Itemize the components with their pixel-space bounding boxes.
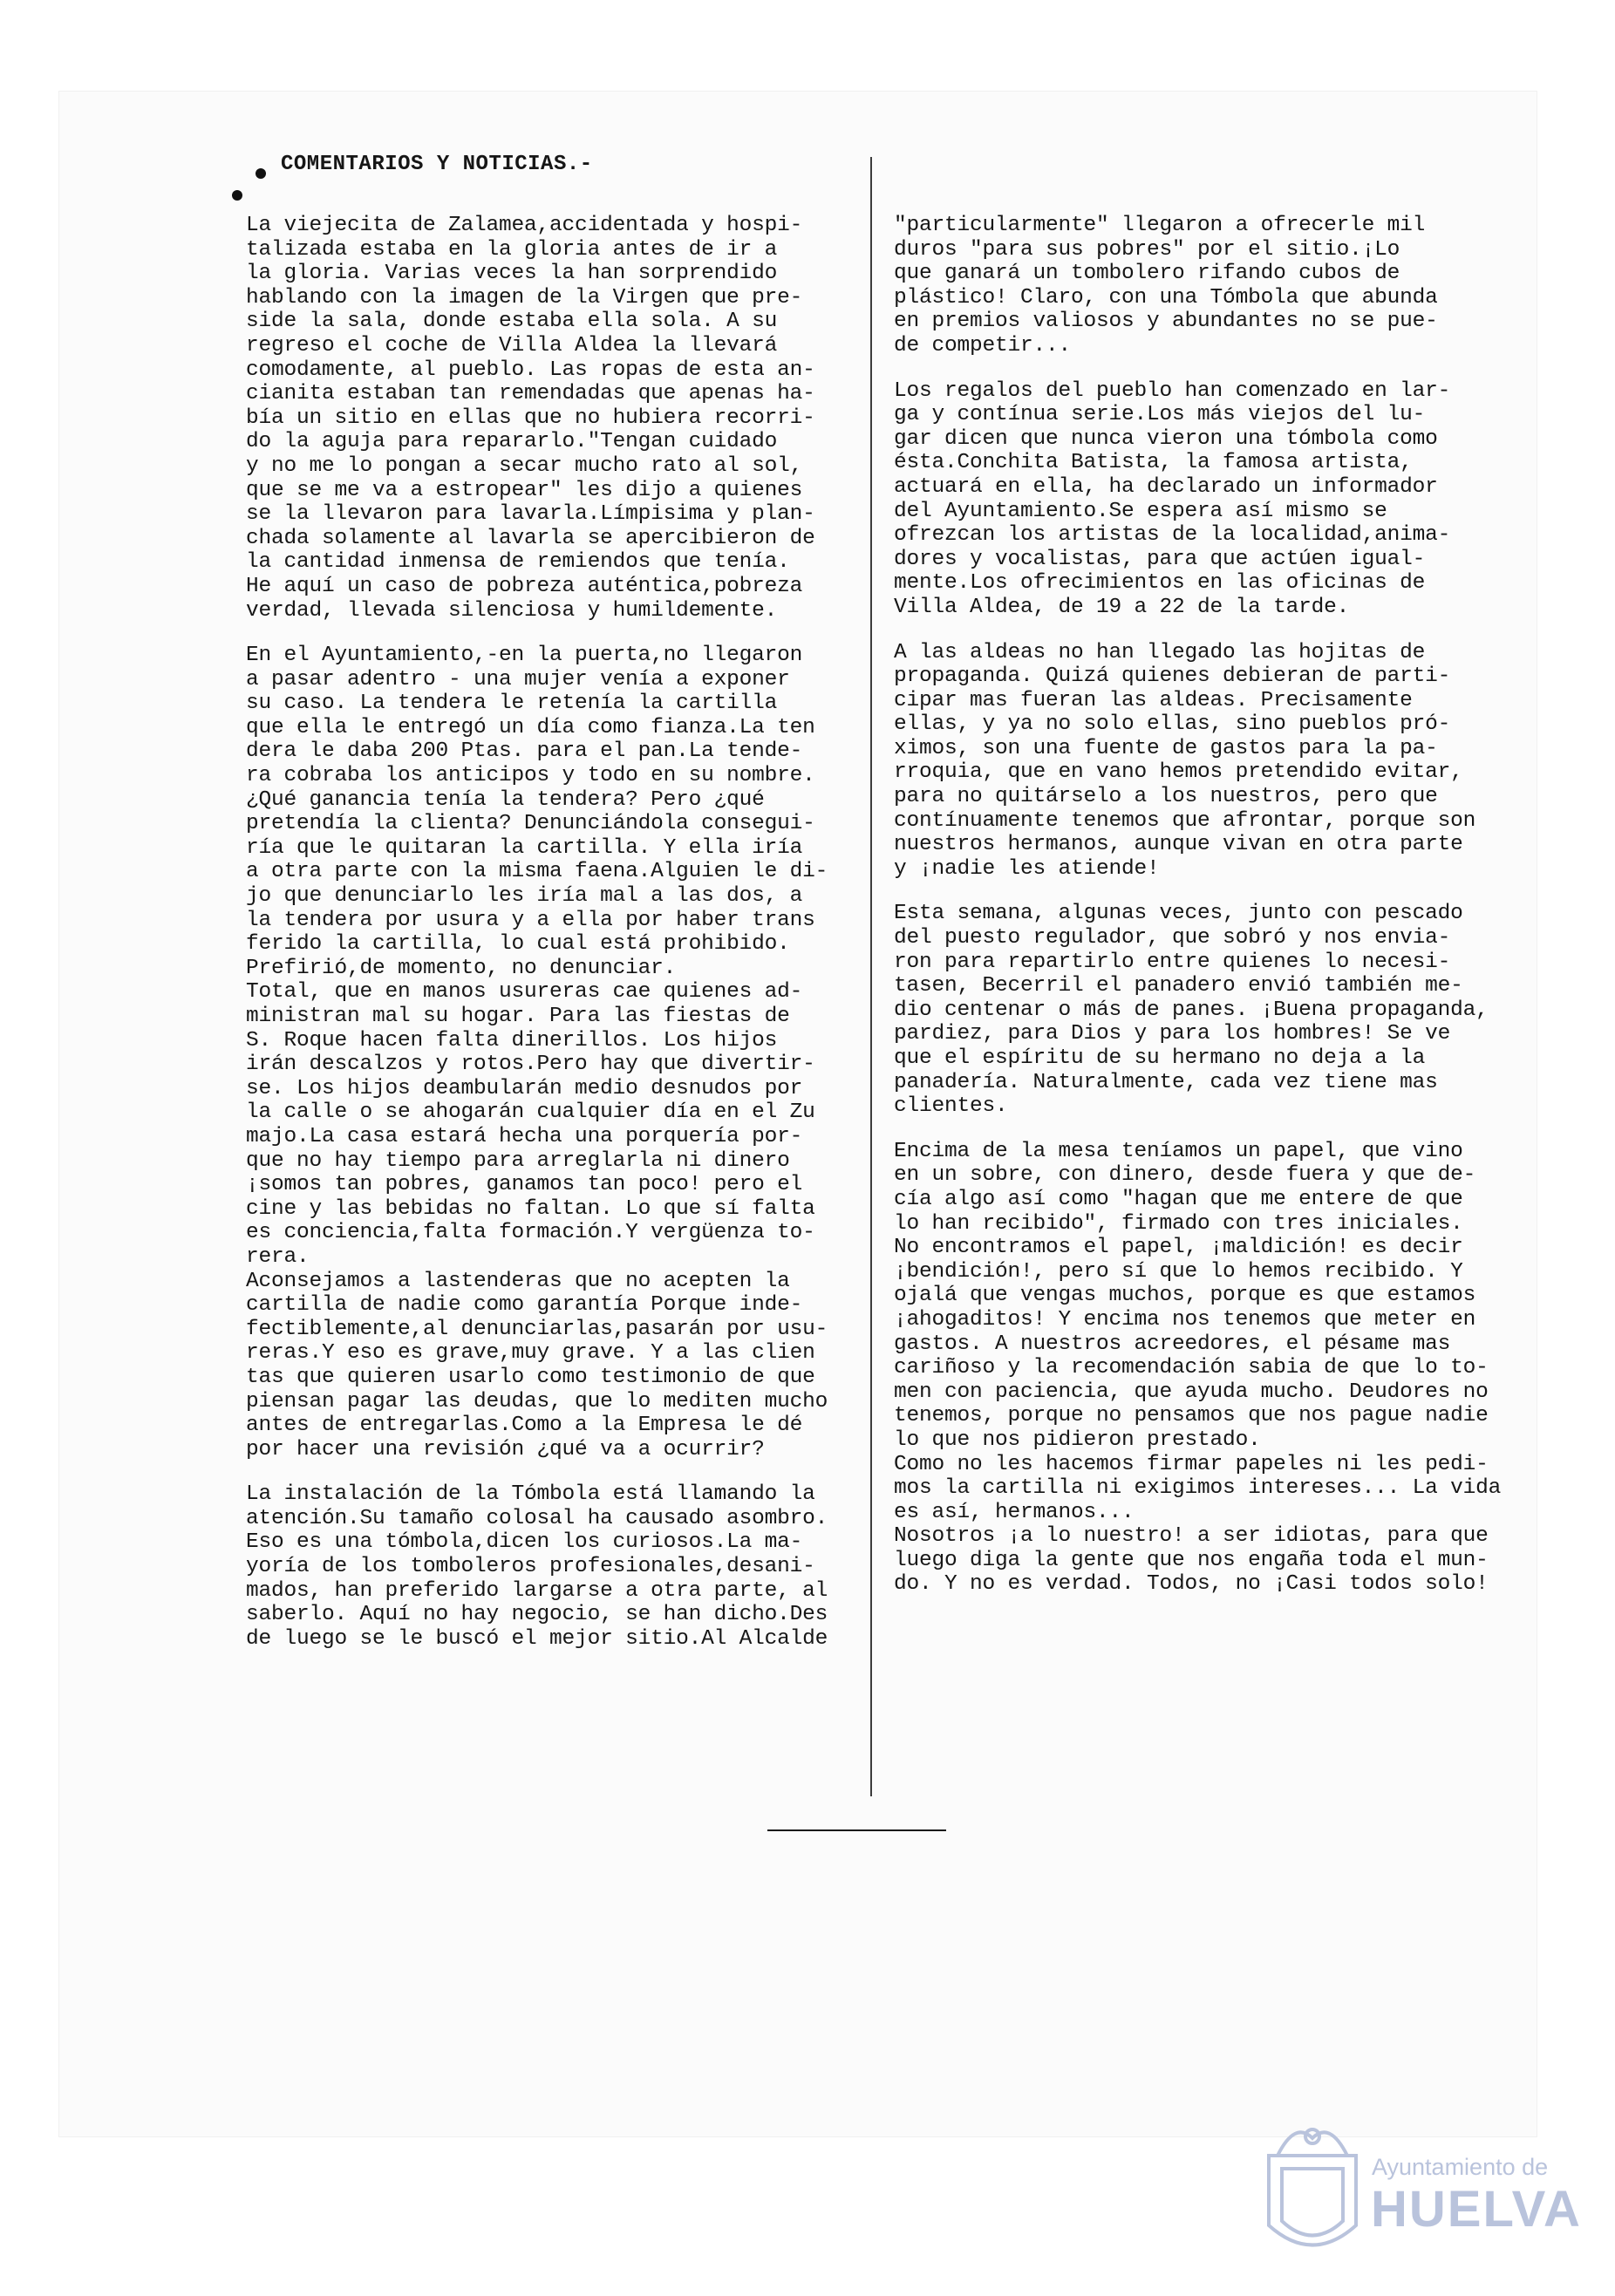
paragraph xyxy=(894,641,1504,882)
text-line: irán descalzos y rotos.Pero hay que divertir- xyxy=(246,1053,815,1077)
text-line: yoría de los tomboleros profesionales,desani- xyxy=(246,1555,815,1579)
text-line: saberlo. Aquí no hay negocio, se han dicho.Des xyxy=(246,1603,828,1627)
text-line: a pasar adentro - una mujer venía a exponer xyxy=(246,667,790,692)
text-line: la cantidad inmensa de remiendos que tenía. xyxy=(246,550,790,575)
text-line: cía algo así como "hagan que me entere de que xyxy=(894,1187,1463,1211)
text-line: regreso el coche de Villa Aldea la llevará xyxy=(246,333,778,358)
text-line: hablando con la imagen de la Virgen que pre- xyxy=(246,285,803,310)
text-line: A las aldeas no han llegado las hojitas de xyxy=(894,640,1426,664)
text-line: fectiblemente,al denunciarlas,pasarán por usu- xyxy=(246,1317,828,1341)
text-line: gastos. A nuestros acreedores, el pésame mas xyxy=(894,1332,1451,1356)
text-line: do la aguja para repararlo."Tengan cuidado xyxy=(246,430,778,454)
text-line: nuestros hermanos, aunque vivan en otra parte xyxy=(894,833,1463,857)
text-line: pretendía la clienta? Denunciándola consegui- xyxy=(246,812,815,836)
bullet-mark xyxy=(232,190,242,201)
text-line: No encontramos el papel, ¡maldición! es decir xyxy=(894,1236,1463,1260)
text-line: tenemos, porque no pensamos que nos pague nadie xyxy=(894,1404,1489,1428)
text-line: La viejecita de Zalamea,accidentada y hospi- xyxy=(246,214,803,237)
text-line: contínuamente tenemos que afrontar, porque son xyxy=(894,808,1476,833)
text-line: de luego se le buscó el mejor sitio.Al Alcalde xyxy=(246,1626,828,1651)
paragraph xyxy=(894,902,1504,1118)
left-column xyxy=(246,214,856,1651)
text-line: para no quitárselo a los nuestros, pero que xyxy=(894,785,1438,809)
text-line: a otra parte con la misma faena.Alguien le di- xyxy=(246,860,828,884)
text-line: clientes. xyxy=(894,1094,1008,1119)
text-line: tas que quieren usarlo como testimonio de que xyxy=(246,1365,815,1389)
text-line: la calle o se ahogarán cualquier día en el Zu xyxy=(246,1100,815,1125)
text-line: tasen, Becerril el panadero envió también me- xyxy=(894,974,1463,998)
paragraph xyxy=(246,214,856,623)
watermark-line-1: Ayuntamiento de xyxy=(1372,2154,1549,2180)
text-line: y no me lo pongan a secar mucho rato al sol, xyxy=(246,453,803,478)
text-line: plástico! Claro, con una Tómbola que abunda xyxy=(894,285,1438,310)
text-line: es así, hermanos... xyxy=(894,1500,1135,1524)
text-line: Total, que en manos usureras cae quienes ad- xyxy=(246,980,803,1005)
text-line: dores y vocalistas, para que actúen igual- xyxy=(894,547,1426,571)
text-line: atención.Su tamaño colosal ha causado asombro. xyxy=(246,1506,828,1530)
text-line: Esta semana, algunas veces, junto con pescado xyxy=(894,902,1463,926)
text-line: la gloria. Varias veces la han sorprendido xyxy=(246,262,778,286)
text-line: Prefirió,de momento, no denunciar. xyxy=(246,956,677,980)
text-line: cartilla de nadie como garantía Porque inde- xyxy=(246,1293,803,1318)
text-line: luego diga la gente que nos engaña toda el mun- xyxy=(894,1548,1489,1572)
text-line: Los regalos del pueblo han comenzado en lar- xyxy=(894,378,1451,403)
text-line: duros "para sus pobres" por el sitio.¡Lo xyxy=(894,237,1400,262)
text-line: en un sobre, con dinero, desde fuera y que de- xyxy=(894,1163,1476,1188)
text-line: Nosotros ¡a lo nuestro! a ser idiotas, para que xyxy=(894,1524,1489,1549)
text-line: su caso. La tendera le retenía la cartilla xyxy=(246,692,778,716)
end-rule xyxy=(767,1829,946,1831)
text-line: que no hay tiempo para arreglarla ni dinero xyxy=(246,1148,790,1173)
text-line: mos la cartilla ni exigimos intereses... La vida xyxy=(894,1476,1502,1501)
text-line: ga y contínua serie.Los más viejos del lu- xyxy=(894,403,1426,427)
text-line: la tendera por usura y a ella por haber trans xyxy=(246,908,815,932)
text-line: He aquí un caso de pobreza auténtica,pobreza xyxy=(246,574,803,598)
text-line: que se me va a estropear" les dijo a quienes xyxy=(246,478,803,502)
text-line: y ¡nadie les atiende! xyxy=(894,856,1160,881)
text-line: ximos, son una fuente de gastos para la pa- xyxy=(894,736,1438,760)
text-line: piensan pagar las deudas, que lo mediten mucho xyxy=(246,1389,828,1414)
text-line: ésta.Conchita Batista, la famosa artista, xyxy=(894,451,1413,475)
text-line: cipar mas fueran las aldeas. Precisamente xyxy=(894,688,1413,712)
text-line: cariñoso y la recomendación sabia de que lo to- xyxy=(894,1356,1489,1380)
text-line: rroquia, que en vano hemos pretendido evitar, xyxy=(894,760,1463,785)
text-line: de competir... xyxy=(894,333,1072,358)
text-line: ofrezcan los artistas de la localidad,anima- xyxy=(894,523,1451,548)
text-line: ministran mal su hogar. Para las fiestas de xyxy=(246,1005,790,1028)
column-divider xyxy=(870,157,872,1796)
text-line: se la llevaron para lavarla.Límpisima y plan- xyxy=(246,502,815,527)
text-line: ¡bendición!, pero sí que lo hemos recibido. Y xyxy=(894,1259,1463,1284)
text-line: actuará en ella, ha declarado un informador xyxy=(894,474,1438,499)
text-line: es conciencia,falta formación.Y vergüenza to- xyxy=(246,1221,815,1245)
paragraph xyxy=(246,1482,856,1651)
text-line: bía un sitio en ellas que no hubiera recorri- xyxy=(246,405,815,430)
text-line: del Ayuntamiento.Se espera así mismo se xyxy=(894,499,1387,523)
text-line: que el espíritu de su hermano no deja a la xyxy=(894,1046,1426,1070)
text-line: propaganda. Quizá quienes debieran de parti- xyxy=(894,664,1451,689)
text-line: por hacer una revisión ¿qué va a ocurrir? xyxy=(246,1437,765,1461)
text-line: dio centenar o más de panes. ¡Buena propaganda, xyxy=(894,998,1489,1022)
text-line: Villa Aldea, de 19 a 22 de la tarde. xyxy=(894,595,1350,619)
paragraph xyxy=(894,214,1504,358)
text-line: ría que le quitaran la cartilla. Y ella iría xyxy=(246,835,803,860)
text-line: ferido la cartilla, lo cual está prohibido. xyxy=(246,932,790,957)
text-line: que ganará un tombolero rifando cubos de xyxy=(894,262,1400,286)
text-line: ron para repartirlo entre quienes lo necesi- xyxy=(894,950,1451,974)
text-line: lo que nos pidieron prestado. xyxy=(894,1427,1261,1452)
document-heading: COMENTARIOS Y NOTICIAS.- xyxy=(281,153,593,176)
text-line: ¡ahogaditos! Y encima nos tenemos que meter en xyxy=(894,1307,1476,1332)
text-line: majo.La casa estará hecha una porquería por- xyxy=(246,1124,803,1148)
text-line: reras.Y eso es grave,muy grave. Y a las clien xyxy=(246,1341,815,1366)
text-line: gar dicen que nunca vieron una tómbola como xyxy=(894,426,1438,451)
text-line: chada solamente al lavarla se apercibieron de xyxy=(246,526,815,550)
bullet-mark xyxy=(256,168,266,179)
text-line: mente.Los ofrecimientos en las oficinas de xyxy=(894,571,1426,596)
text-line: verdad, llevada silenciosa y humildemente. xyxy=(246,598,778,623)
text-line: cianita estaban tan remendadas que apenas ha- xyxy=(246,382,815,406)
text-line: Encima de la mesa teníamos un papel, que vino xyxy=(894,1139,1463,1163)
text-line: Eso es una tómbola,dicen los curiosos.La ma- xyxy=(246,1530,803,1555)
watermark-line-2: HUELVA xyxy=(1371,2181,1582,2238)
text-line: "particularmente" llegaron a ofrecerle mil xyxy=(894,214,1426,237)
text-line: panadería. Naturalmente, cada vez tiene mas xyxy=(894,1070,1438,1094)
text-line: do. Y no es verdad. Todos, no ¡Casi todos solo! xyxy=(894,1572,1489,1597)
text-line: se. Los hijos deambularán medio desnudos por xyxy=(246,1076,803,1100)
text-line: comodamente, al pueblo. Las ropas de esta an- xyxy=(246,358,815,382)
text-line: S. Roque hacen falta dinerillos. Los hijos xyxy=(246,1028,778,1053)
paragraph xyxy=(246,644,856,1461)
text-line: que ella le entregó un día como fianza.La ten xyxy=(246,715,815,739)
text-line: Como no les hacemos firmar papeles ni les pedi- xyxy=(894,1452,1489,1476)
text-line: La instalación de la Tómbola está llamando la xyxy=(246,1482,815,1507)
text-line: En el Ayuntamiento,-en la puerta,no llegaron xyxy=(246,644,803,668)
text-line: talizada estaba en la gloria antes de ir a xyxy=(246,237,778,262)
text-line: men con paciencia, que ayuda mucho. Deudores no xyxy=(894,1380,1489,1404)
text-line: ¿Qué ganancia tenía la tendera? Pero ¿qué xyxy=(246,787,765,812)
text-line: mados, han preferido largarse a otra parte, al xyxy=(246,1578,828,1603)
text-line: lo han recibido", firmado con tres iniciales. xyxy=(894,1211,1463,1236)
text-line: pardiez, para Dios y para los hombres! Se ve xyxy=(894,1022,1451,1046)
text-line: ellas, y ya no solo ellas, sino pueblos pró- xyxy=(894,712,1451,737)
right-column xyxy=(894,214,1504,1597)
text-line: Aconsejamos a lastenderas que no acepten la xyxy=(246,1269,790,1293)
text-line: jo que denunciarlo les iría mal a las dos, a xyxy=(246,884,803,909)
text-line: ra cobraba los anticipos y todo en su nombre. xyxy=(246,764,815,788)
paragraph xyxy=(894,379,1504,620)
text-line: side la sala, donde estaba ella sola. A su xyxy=(246,310,778,334)
text-line: en premios valiosos y abundantes no se pue- xyxy=(894,310,1438,334)
text-line: ojalá que vengas muchos, porque es que estamos xyxy=(894,1284,1476,1308)
text-line: dera le daba 200 Ptas. para el pan.La tende- xyxy=(246,739,803,764)
text-line: rera. xyxy=(246,1244,310,1269)
text-line: antes de entregarlas.Como a la Empresa le dé xyxy=(246,1414,803,1438)
paragraph xyxy=(894,1140,1504,1597)
text-line: ¡somos tan pobres, ganamos tan poco! pero el xyxy=(246,1173,803,1197)
text-line: cine y las bebidas no faltan. Lo que sí falta xyxy=(246,1196,815,1221)
text-line: del puesto regulador, que sobró y nos envia- xyxy=(894,926,1451,950)
